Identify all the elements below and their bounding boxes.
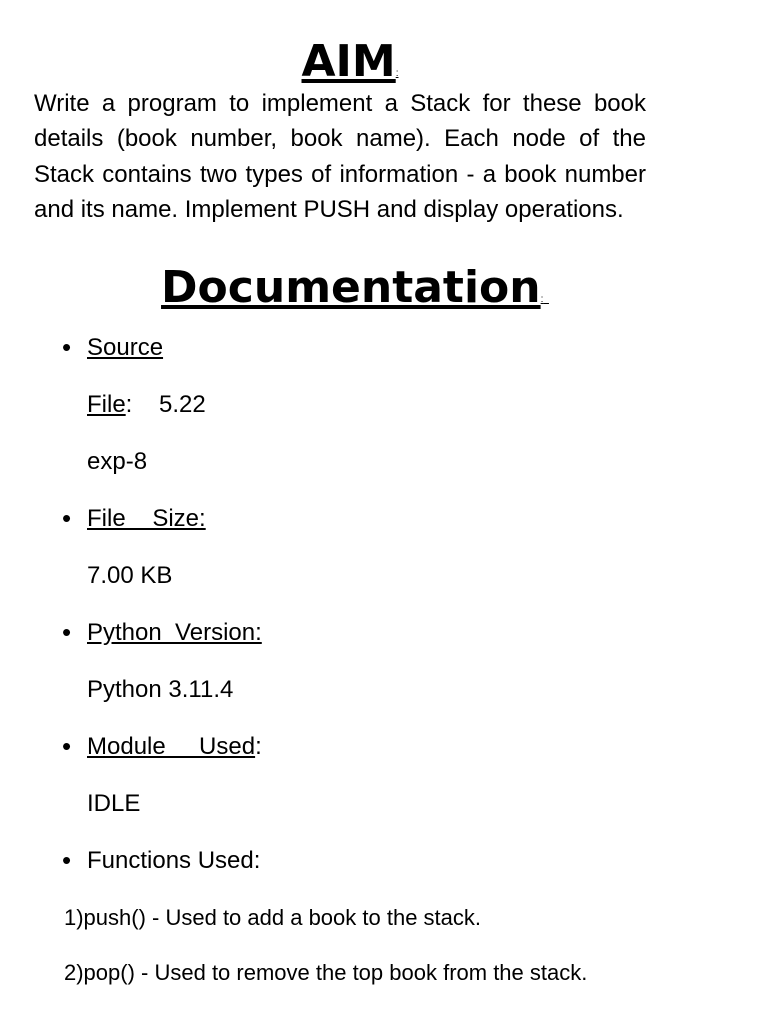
function-item-pop: 2)pop() - Used to remove the top book from the stack.	[64, 960, 588, 985]
file-colon: :	[125, 391, 133, 418]
documentation-heading-colon: :	[540, 294, 544, 305]
documentation-heading	[0, 262, 710, 326]
bullet-functions-used: •	[62, 845, 72, 875]
source-file-line	[87, 391, 206, 419]
source-label: Source	[87, 334, 164, 361]
bullet-python-version: •	[62, 617, 72, 647]
bullet-module-used: •	[62, 731, 72, 761]
file-label: File	[87, 391, 126, 418]
file-value: 5.22	[159, 391, 206, 418]
file-size-value: 7.00 KB	[87, 562, 173, 589]
bullet-source: •	[62, 332, 72, 362]
aim-heading-colon: :	[395, 68, 399, 79]
module-used-colon: :	[255, 733, 262, 760]
documentation-heading-text: Documentation	[161, 262, 541, 313]
file-size-label: File Size:	[87, 505, 206, 532]
module-used-line	[87, 733, 262, 761]
python-version-value: Python 3.11.4	[87, 676, 234, 703]
function-item-push: 1)push() - Used to add a book to the stack.	[64, 905, 482, 930]
functions-used-label: Functions Used:	[87, 847, 261, 874]
module-used-value: IDLE	[87, 790, 141, 817]
python-version-label: Python Version:	[87, 619, 262, 646]
aim-heading-text: AIM	[301, 36, 396, 87]
file-value-continued: exp-8	[87, 448, 148, 475]
bullet-file-size: •	[62, 503, 72, 533]
module-used-label: Module Used	[87, 733, 256, 760]
aim-description: Write a program to implement a Stack for these book details (book number, book name). Each node of the Stack contains two types of information - a book number and its name. Implement PUSH and display operations.	[34, 90, 646, 223]
